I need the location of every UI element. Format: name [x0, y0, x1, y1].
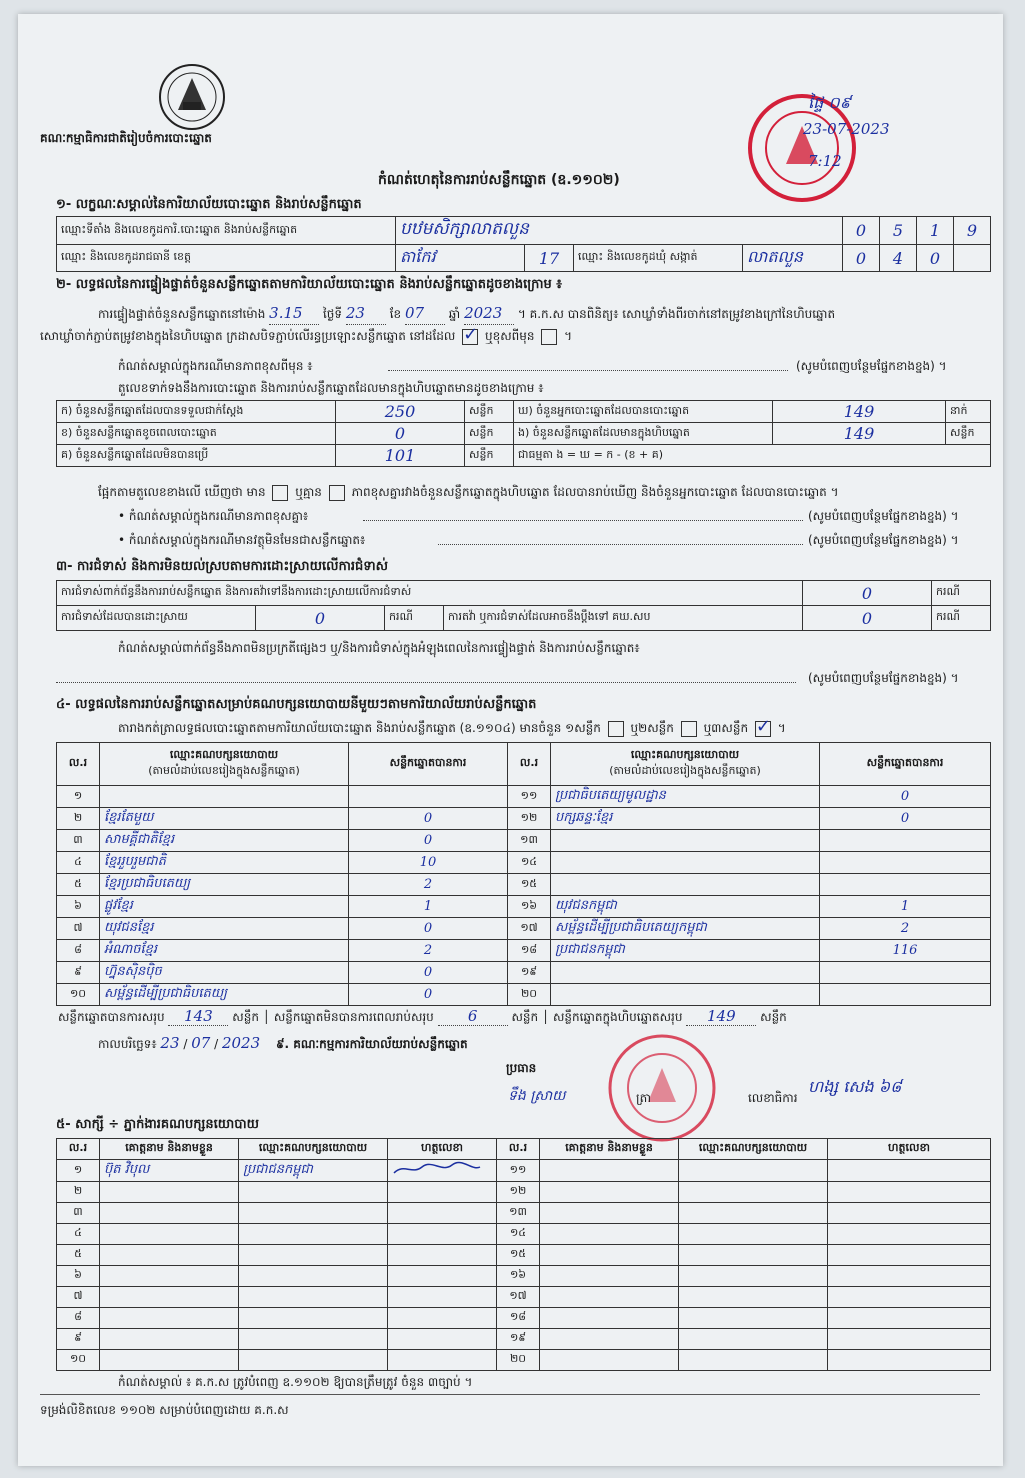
col-votes-left: សន្លឹកឆ្នោតបានការ	[349, 743, 508, 786]
opt2-text: ឬ២សន្លឹក	[630, 721, 674, 735]
witness-no-cell: ១	[57, 1160, 100, 1182]
verification-paragraph	[40, 302, 998, 347]
section4-heading: ៤- លទ្ធផលនៃការរាប់សន្លឹកឆ្នោតសម្រាប់គណបក្សនយោបាយនីមួយៗតាមការិយាល័យរាប់សន្លឹកឆ្នោត	[56, 697, 537, 712]
witness-row	[57, 1160, 991, 1182]
p3-a: ផ្អែកតាមតួលេខខាងលើ ឃើញថា មាន	[98, 485, 266, 499]
date-year: 2023	[221, 1034, 261, 1052]
right-party-cell: ប្រជាធិបតេយ្យមូលដ្ឋាន	[551, 786, 820, 808]
witness-name-cell	[100, 1266, 239, 1287]
witness-sign-cell[interactable]	[828, 1350, 991, 1371]
intro-text: តារាងកត់ត្រាលទ្ធផលបោះឆ្នោតតាមការិយាល័យបោះឆ្នោត និងរាប់សន្លឹកឆ្នោត (ឧ.១១០៤) មានចំនួន ១សន្លឹក	[118, 721, 601, 735]
complaints-table	[56, 580, 991, 631]
right-votes-cell	[820, 830, 991, 852]
commune-code-1: 0	[843, 245, 880, 272]
total-box-unit: សន្លឹក	[760, 1010, 787, 1024]
right-party-cell	[551, 984, 820, 1006]
witness-sign-cell[interactable]	[828, 1308, 991, 1329]
col-party-right: ឈ្មោះគណបក្សនយោបាយ (តាមលំដាប់លេខរៀងក្នុងសន្លឹកឆ្នោត)	[551, 743, 820, 786]
fig-a-label: ក) ចំនួនសន្លឹកឆ្នោតដែលបានទទួលជាក់ស្ដែង	[57, 401, 336, 423]
left-party-cell: យុវជនខ្មែរ	[100, 918, 349, 940]
left-no-cell: ៤	[57, 852, 100, 874]
witness-party-cell	[239, 1266, 388, 1287]
total-box-label: សន្លឹកឆ្នោតក្នុងហិបឆ្នោតសរុប	[552, 1010, 683, 1024]
witness-name-cell	[100, 1245, 239, 1266]
witness-party-cell	[239, 1308, 388, 1329]
left-no-cell: ៥	[57, 874, 100, 896]
fig-b-unit: សន្លឹក	[465, 423, 514, 445]
results-row	[57, 940, 991, 962]
p1-year: ឆ្នាំ	[448, 307, 461, 321]
w-col-name-right: គោត្តនាម និងនាមខ្លួន	[540, 1139, 679, 1160]
p1-a: ការផ្ទៀងផ្ទាត់ចំនួនសន្លឹកឆ្នោតនៅម៉ោង	[98, 307, 266, 321]
witness-name-cell	[540, 1224, 679, 1245]
witness-row	[57, 1308, 991, 1329]
witness-no-cell: ១៩	[497, 1329, 540, 1350]
left-party-cell: ខ្មែរប្រជាធិបតេយ្យ	[100, 874, 349, 896]
right-no-cell: ១២	[508, 808, 551, 830]
site-code-4: 9	[954, 217, 991, 245]
p3-c: ភាពខុសគ្នារវាងចំនួនសន្លឹកឆ្នោតក្នុងហិបឆ្នោត ដែលបានរាប់ឃើញ និងចំនួនអ្នកបោះឆ្នោត ដែលបានបោះឆ្នោត ។	[351, 485, 839, 499]
form-title: កំណត់ហេតុនៃការរាប់សន្លឹកឆ្នោត (ឧ.១១០២)	[378, 172, 620, 188]
witness-sign-cell[interactable]	[388, 1350, 497, 1371]
witness-no-cell: ៨	[57, 1308, 100, 1329]
left-party-cell: ហ្វ៊ុនស៊ិនប៉ិច	[100, 962, 349, 984]
right-no-cell: ១៩	[508, 962, 551, 984]
right-votes-cell: 2	[820, 918, 991, 940]
witness-no-cell: ១៤	[497, 1224, 540, 1245]
complaint-r2-unit: ករណី	[385, 606, 444, 631]
fig-d-label: ឃ) ចំនួនអ្នកបោះឆ្នោតដែលបានបោះឆ្នោត	[514, 401, 773, 423]
fig-c-value: 101	[336, 445, 465, 467]
footer-divider	[40, 1394, 980, 1395]
witness-party-cell	[679, 1266, 828, 1287]
totals-row: សន្លឹកឆ្នោតបានការសរុប 143 សន្លឹក │ សន្លឹកឆ្នោតមិនបានការពេលរាប់សរុប 6 សន្លឹក │ សន្លឹកឆ្នោតក្នុងហិបឆ្នោតសរុប 149 សន្លឹក	[58, 1007, 787, 1025]
left-party-cell: ផ្លូវខ្មែរ	[100, 896, 349, 918]
witness-sign-cell[interactable]	[388, 1203, 497, 1224]
witness-table	[56, 1138, 991, 1371]
w-col-name-left: គោត្តនាម និងនាមខ្លួន	[100, 1139, 239, 1160]
p1-c: សោឃ្លាំចាក់ភ្ជាប់តម្រូវខាងក្នុងនៃហិបឆ្នោត ក្រដាសបិទភ្ជាប់លើរន្ធប្រឡោះសន្លឹកឆ្នោត នៅដដែល	[40, 329, 456, 343]
witness-no-cell: ២	[57, 1182, 100, 1203]
right-votes-cell	[820, 962, 991, 984]
site-code-1: 0	[843, 217, 880, 245]
witness-party-cell	[239, 1245, 388, 1266]
witness-no-cell: ១៨	[497, 1308, 540, 1329]
total-box-value: 149	[686, 1007, 756, 1026]
complaint-r1-value: 0	[803, 581, 932, 606]
footnote: កំណត់សម្គាល់ ៖ គ.ក.ស ត្រូវបំពេញ ឧ.១១០២ ឱ្យបានត្រឹមត្រូវ ចំនួន ៣ច្បាប់ ។	[118, 1375, 473, 1389]
left-no-cell: ២	[57, 808, 100, 830]
complaint-r2b-value: 0	[803, 606, 932, 631]
left-votes-cell: 1	[349, 896, 508, 918]
witness-no-cell: ៣	[57, 1203, 100, 1224]
fig-e-label: ង) ចំនួនសន្លឹកឆ្នោតដែលមានក្នុងហិបឆ្នោត	[514, 423, 773, 445]
section3-heading: ៣- ការជំទាស់ និងការមិនយល់ស្របតាមការដោះស្រាយលើការជំទាស់	[56, 559, 388, 574]
right-no-cell: ១៣	[508, 830, 551, 852]
right-no-cell: ១៤	[508, 852, 551, 874]
note1: កំណត់សម្គាល់ក្នុងករណីមានភាពខុសពីមុន ៖	[118, 359, 313, 373]
fig-a-unit: សន្លឹក	[465, 401, 514, 423]
witness-name-cell	[100, 1350, 239, 1371]
results-row	[57, 786, 991, 808]
right-votes-cell	[820, 852, 991, 874]
witness-sign-cell[interactable]	[388, 1329, 497, 1350]
witness-sign-cell[interactable]	[388, 1182, 497, 1203]
office-seal-icon	[606, 1032, 718, 1144]
figures-table	[56, 400, 991, 467]
site-name: បឋមសិក្សាលាតលួន	[396, 217, 843, 245]
total-invalid-label: សន្លឹកឆ្នោតមិនបានការពេលរាប់សរុប	[273, 1010, 434, 1024]
fig-c-unit: សន្លឹក	[465, 445, 514, 467]
section2-heading: ២- លទ្ធផលនៃការផ្ទៀងផ្ទាត់ចំនួនសន្លឹកឆ្នោតតាមការិយាល័យបោះឆ្នោត និងរាប់សន្លឹកឆ្នោតដូចខាងក្រោម ៖	[56, 277, 562, 292]
site-label: ឈ្មោះទីតាំង និងលេខកូដការិ.បោះឆ្នោត និងរាប់សន្លឹកឆ្នោត	[57, 217, 396, 245]
year-value: 2023	[464, 302, 514, 325]
date-row: កាលបរិច្ឆេទ៖ 23 / 07 / 2023 ៩. គណៈកម្មការការិយាល័យរាប់សន្លឹកឆ្នោត	[98, 1034, 468, 1052]
results-row	[57, 962, 991, 984]
col-no-left: ល.រ	[57, 743, 100, 786]
left-votes-cell: 10	[349, 852, 508, 874]
right-no-cell: ១៧	[508, 918, 551, 940]
fig-d-value: 149	[773, 401, 946, 423]
right-votes-cell	[820, 874, 991, 896]
no-diff-checkbox[interactable]	[329, 485, 345, 501]
commune-label: ឈ្មោះ និងលេខកូដឃុំ សង្កាត់	[574, 245, 743, 272]
witness-name-cell	[100, 1203, 239, 1224]
fig-a-value: 250	[336, 401, 465, 423]
two-sheet-checkbox[interactable]	[681, 721, 697, 737]
witness-party-cell	[239, 1203, 388, 1224]
witness-party-cell	[679, 1182, 828, 1203]
witness-party-cell: ប្រជាជនកម្ពុជា	[239, 1160, 388, 1182]
right-party-cell	[551, 962, 820, 984]
section3-line	[56, 682, 796, 683]
stamp-note-1: ផ្ទៃ ០៩	[808, 93, 851, 112]
fig-b-value: 0	[336, 423, 465, 445]
chair-signature: ទឹង ស្រាយ	[508, 1088, 566, 1104]
results-row	[57, 852, 991, 874]
total-valid-value: 143	[168, 1007, 228, 1026]
witness-sign-cell[interactable]	[388, 1287, 497, 1308]
col-party-left: ឈ្មោះគណបក្សនយោបាយ (តាមលំដាប់លេខរៀងក្នុងសន្លឹកឆ្នោត)	[100, 743, 349, 786]
results-row	[57, 808, 991, 830]
p3-b: ឬគ្មាន	[295, 485, 322, 499]
witness-row	[57, 1203, 991, 1224]
witness-sign-cell[interactable]	[388, 1160, 497, 1182]
document-page	[18, 14, 1003, 1466]
section1-table	[56, 216, 991, 272]
left-party-cell: អំណាចខ្មែរ	[100, 940, 349, 962]
date-label: កាលបរិច្ឆេទ៖	[98, 1037, 157, 1051]
witness-no-cell: ១០	[57, 1350, 100, 1371]
left-votes-cell: 0	[349, 808, 508, 830]
right-no-cell: ២០	[508, 984, 551, 1006]
section1-heading: ១- លក្ខណៈសម្គាល់នៃការិយាល័យបោះឆ្នោត និងរាប់សន្លឹកឆ្នោត	[56, 197, 362, 212]
time-value: 3.15	[269, 302, 319, 325]
complaint-r2-value: 0	[256, 606, 385, 631]
fig-e-unit: សន្លឹក	[946, 423, 991, 445]
commune-code-2: 4	[880, 245, 917, 272]
w-col-no-right: ល.រ	[497, 1139, 540, 1160]
witness-sign-cell[interactable]	[828, 1245, 991, 1266]
witness-name-cell	[100, 1224, 239, 1245]
left-votes-cell: 0	[349, 962, 508, 984]
committee-name: គណៈកម្មាធិការជាតិរៀបចំការបោះឆ្នោត	[40, 131, 212, 145]
three-sheet-checkbox[interactable]	[755, 721, 771, 737]
changed-checkbox[interactable]	[541, 329, 557, 345]
witness-party-cell	[239, 1182, 388, 1203]
section3-note: កំណត់សម្គាល់ពាក់ព័ន្ធនឹងភាពមិនប្រក្រតីផ្សេងៗ ឬ/និងការជំទាស់ក្នុងអំឡុងពេលនៃការផ្ទៀងផ្ទាត់ និងការរាប់សន្លឹកឆ្នោត៖	[118, 641, 640, 655]
witness-party-cell	[679, 1350, 828, 1371]
witness-name-cell: ប៊ុត វិបុល	[100, 1160, 239, 1182]
witness-name-cell	[540, 1245, 679, 1266]
w-col-party-right: ឈ្មោះគណបក្សនយោបាយ	[679, 1139, 828, 1160]
right-votes-cell: 1	[820, 896, 991, 918]
witness-sign-cell[interactable]	[828, 1160, 991, 1182]
province-label: ឈ្មោះ និងលេខកូដរាជធានី ខេត្ត	[57, 245, 396, 272]
site-code-3: 1	[917, 217, 954, 245]
left-no-cell: ៦	[57, 896, 100, 918]
bullet1-line	[363, 520, 803, 521]
witness-name-cell	[540, 1160, 679, 1182]
right-party-cell: សម្ព័ន្ធដើម្បីប្រជាធិបតេយ្យកម្ពុជា	[551, 918, 820, 940]
w-col-sign-right: ហត្ថលេខា	[828, 1139, 991, 1160]
fig-c-label: គ) ចំនួនសន្លឹកឆ្នោតដែលមិនបានប្រើ	[57, 445, 336, 467]
stamp-label: ត្រា	[636, 1091, 651, 1105]
witness-sign-cell[interactable]	[828, 1203, 991, 1224]
witness-name-cell	[100, 1287, 239, 1308]
witness-name-cell	[100, 1182, 239, 1203]
w-col-sign-left: ហត្ថលេខា	[388, 1139, 497, 1160]
witness-party-cell	[679, 1224, 828, 1245]
total-valid-unit: សន្លឹក	[232, 1010, 259, 1024]
left-party-cell: ខ្មែរតែមួយ	[100, 808, 349, 830]
left-no-cell: ១	[57, 786, 100, 808]
witness-row	[57, 1329, 991, 1350]
witness-no-cell: ១២	[497, 1182, 540, 1203]
results-body	[57, 786, 991, 1006]
one-sheet-checkbox[interactable]	[608, 721, 624, 737]
witness-row	[57, 1287, 991, 1308]
complaint-r2b-unit: ករណី	[932, 606, 991, 631]
unchanged-checkbox[interactable]	[462, 329, 478, 345]
p1-d: ឬខុសពីមុន	[484, 329, 535, 343]
right-party-cell: យុវជនកម្ពុជា	[551, 896, 820, 918]
witness-sign-cell[interactable]	[828, 1182, 991, 1203]
results-row	[57, 830, 991, 852]
witness-name-cell	[540, 1350, 679, 1371]
witness-party-cell	[679, 1203, 828, 1224]
commune-name: លាតលួន	[743, 245, 843, 272]
left-no-cell: ៧	[57, 918, 100, 940]
commune-code-3: 0	[917, 245, 954, 272]
witness-sign-cell[interactable]	[388, 1224, 497, 1245]
right-no-cell: ១១	[508, 786, 551, 808]
witness-no-cell: ៧	[57, 1287, 100, 1308]
results-row	[57, 918, 991, 940]
left-party-cell	[100, 786, 349, 808]
right-party-cell: បក្សឆន្ទៈខ្មែរ	[551, 808, 820, 830]
witness-name-cell	[540, 1287, 679, 1308]
right-no-cell: ១៦	[508, 896, 551, 918]
section5-heading: ៥- សាក្សី ÷ ភ្នាក់ងារគណបក្សនយោបាយ	[56, 1117, 259, 1132]
witness-sign-cell[interactable]	[828, 1329, 991, 1350]
complaint-r2-label: ការជំទាស់ដែលបានដោះស្រាយ	[57, 606, 256, 631]
day-value: 23	[346, 302, 386, 325]
witness-name-cell	[540, 1203, 679, 1224]
complaint-r1-label: ការជំទាស់ពាក់ព័ន្ធនឹងការរាប់សន្លឹកឆ្នោត និងការតវ៉ាទៅនឹងការដោះស្រាយលើការជំទាស់	[57, 581, 803, 606]
witness-no-cell: ១៧	[497, 1287, 540, 1308]
province-code: 17	[525, 245, 574, 272]
witness-row	[57, 1224, 991, 1245]
right-votes-cell	[820, 984, 991, 1006]
province-name: តាកែវ	[396, 245, 525, 272]
witness-sign-cell[interactable]	[828, 1266, 991, 1287]
right-party-cell: ប្រជាជនកម្ពុជា	[551, 940, 820, 962]
signature-icon	[392, 1161, 482, 1177]
stamp-note-2: 23-07-2023	[803, 120, 890, 138]
date-month: 07	[191, 1034, 211, 1052]
right-votes-cell: 116	[820, 940, 991, 962]
witness-party-cell	[239, 1287, 388, 1308]
witness-no-cell: ១៥	[497, 1245, 540, 1266]
witness-no-cell: ៤	[57, 1224, 100, 1245]
witness-sign-cell[interactable]	[388, 1266, 497, 1287]
witness-party-cell	[679, 1329, 828, 1350]
witness-sign-cell[interactable]	[388, 1308, 497, 1329]
right-votes-cell: 0	[820, 786, 991, 808]
witness-sign-cell[interactable]	[828, 1224, 991, 1245]
total-valid-label: សន្លឹកឆ្នោតបានការសរុប	[58, 1010, 165, 1024]
left-votes-cell: 0	[349, 918, 508, 940]
witness-body	[57, 1160, 991, 1371]
right-party-cell	[551, 852, 820, 874]
fig-e-value: 149	[773, 423, 946, 445]
site-code-2: 5	[880, 217, 917, 245]
results-row	[57, 984, 991, 1006]
formula: ជាធម្មតា ង = ឃ = ក - (ខ + គ)	[514, 445, 991, 467]
p1-day: ថ្ងៃទី	[323, 307, 343, 321]
left-no-cell: ១០	[57, 984, 100, 1006]
left-party-cell: ខ្មែររួបរួមជាតិ	[100, 852, 349, 874]
figures-intro: តួលេខទាក់ទងនឹងការបោះឆ្នោត និងការរាប់សន្លឹកឆ្នោតដែលមានក្នុងហិបឆ្នោតមានដូចខាងក្រោម ៖	[118, 381, 544, 395]
bullet1: • កំណត់សម្គាល់ក្នុងករណីមានភាពខុសគ្នា៖	[118, 509, 309, 523]
results-row	[57, 896, 991, 918]
complaint-r2b-label: ការតវ៉ា ឬការជំទាស់ដែលអាចនឹងប្ដឹងទៅ គឃ.សប	[444, 606, 803, 631]
witness-name-cell	[540, 1266, 679, 1287]
chair-label: ប្រធាន	[506, 1061, 537, 1075]
witness-name-cell	[540, 1329, 679, 1350]
secretary-label: លេខាធិការ	[748, 1091, 798, 1105]
witness-no-cell: ២០	[497, 1350, 540, 1371]
right-no-cell: ១៨	[508, 940, 551, 962]
results-row	[57, 874, 991, 896]
opt3-text: ឬ៣សន្លឹក	[703, 721, 749, 735]
witness-sign-cell[interactable]	[828, 1287, 991, 1308]
left-party-cell: សាមគ្គីជាតិខ្មែរ	[100, 830, 349, 852]
note1-fill: (សូមបំពេញបន្ថែមផ្នែកខាងខ្នង) ។	[796, 359, 947, 373]
witness-party-cell	[239, 1224, 388, 1245]
left-votes-cell: 0	[349, 984, 508, 1006]
witness-name-cell	[540, 1308, 679, 1329]
witness-no-cell: ១៦	[497, 1266, 540, 1287]
secretary-signature: ហង្ស សេង ៦៨	[808, 1077, 902, 1096]
fig-b-label: ខ) ចំនួនសន្លឹកឆ្នោតខូចពេលបោះឆ្នោត	[57, 423, 336, 445]
has-diff-checkbox[interactable]	[272, 485, 288, 501]
right-no-cell: ១៥	[508, 874, 551, 896]
left-no-cell: ៨	[57, 940, 100, 962]
p1-b: ។ គ.ក.ស បានពិនិត្យ៖ សោឃ្លាំទាំងពីរចាក់នៅតម្រូវខាងក្រៅនៃហិបឆ្នោត	[517, 307, 836, 321]
section3-fill: (សូមបំពេញបន្ថែមផ្នែកខាងខ្នង) ។	[808, 671, 959, 685]
witness-no-cell: ១៣	[497, 1203, 540, 1224]
witness-row	[57, 1266, 991, 1287]
witness-no-cell: ៦	[57, 1266, 100, 1287]
fig-d-unit: នាក់	[946, 401, 991, 423]
left-votes-cell: 2	[349, 940, 508, 962]
witness-sign-cell[interactable]	[388, 1245, 497, 1266]
left-votes-cell: 0	[349, 830, 508, 852]
witness-party-cell	[679, 1160, 828, 1182]
left-no-cell: ៣	[57, 830, 100, 852]
witness-party-cell	[239, 1350, 388, 1371]
results-table	[56, 742, 991, 1006]
witness-party-cell	[679, 1245, 828, 1266]
month-value: 07	[405, 302, 445, 325]
w-col-no-left: ល.រ	[57, 1139, 100, 1160]
sign-committee: ៩. គណៈកម្មការការិយាល័យរាប់សន្លឹកឆ្នោត	[275, 1037, 468, 1051]
right-party-cell	[551, 874, 820, 896]
witness-name-cell	[100, 1329, 239, 1350]
bullet2-fill: (សូមបំពេញបន្ថែមផ្នែកខាងខ្នង) ។	[808, 533, 959, 547]
w-col-party-left: ឈ្មោះគណបក្សនយោបាយ	[239, 1139, 388, 1160]
section4-intro: តារាងកត់ត្រាលទ្ធផលបោះឆ្នោតតាមការិយាល័យបោះឆ្នោត និងរាប់សន្លឹកឆ្នោត (ឧ.១១០៤) មានចំនួន ១សន្លឹក ឬ២សន្លឹក ឬ៣សន្លឹក ✓ ។	[118, 720, 786, 738]
right-party-cell	[551, 830, 820, 852]
witness-row	[57, 1350, 991, 1371]
left-votes-cell: 2	[349, 874, 508, 896]
witness-no-cell: ១១	[497, 1160, 540, 1182]
witness-no-cell: ៥	[57, 1245, 100, 1266]
witness-party-cell	[239, 1329, 388, 1350]
diff-paragraph	[98, 484, 998, 502]
witness-row	[57, 1182, 991, 1203]
p1-e: ។	[564, 329, 573, 343]
bullet2-line	[438, 544, 803, 545]
col-no-right: ល.រ	[508, 743, 551, 786]
witness-row	[57, 1245, 991, 1266]
note1-line	[388, 370, 788, 371]
witness-no-cell: ៩	[57, 1329, 100, 1350]
national-emblem-icon	[153, 62, 231, 132]
footer-text: ទម្រង់លិខិតលេខ ១១០២ សម្រាប់បំពេញដោយ គ.ក.ស	[40, 1403, 289, 1417]
bullet1-fill: (សូមបំពេញបន្ថែមផ្នែកខាងខ្នង) ។	[808, 509, 959, 523]
witness-name-cell	[540, 1182, 679, 1203]
left-no-cell: ៩	[57, 962, 100, 984]
right-votes-cell: 0	[820, 808, 991, 830]
date-day: 23	[160, 1034, 180, 1052]
left-party-cell: សម្ព័ន្ធដើម្បីប្រជាធិបតេយ្យ	[100, 984, 349, 1006]
total-invalid-unit: សន្លឹក	[511, 1010, 539, 1024]
p1-month: ខែ	[389, 307, 402, 321]
witness-party-cell	[679, 1287, 828, 1308]
bullet2: • កំណត់សម្គាល់ក្នុងករណីមានវត្ថុមិនមែនជាសន្លឹកឆ្នោត៖	[118, 533, 366, 547]
left-votes-cell	[349, 786, 508, 808]
stamp-note-3: 7:12	[808, 152, 842, 170]
complaint-r1-unit: ករណី	[932, 581, 991, 606]
total-invalid-value: 6	[438, 1007, 508, 1026]
witness-name-cell	[100, 1308, 239, 1329]
col-votes-right: សន្លឹកឆ្នោតបានការ	[820, 743, 991, 786]
witness-party-cell	[679, 1308, 828, 1329]
